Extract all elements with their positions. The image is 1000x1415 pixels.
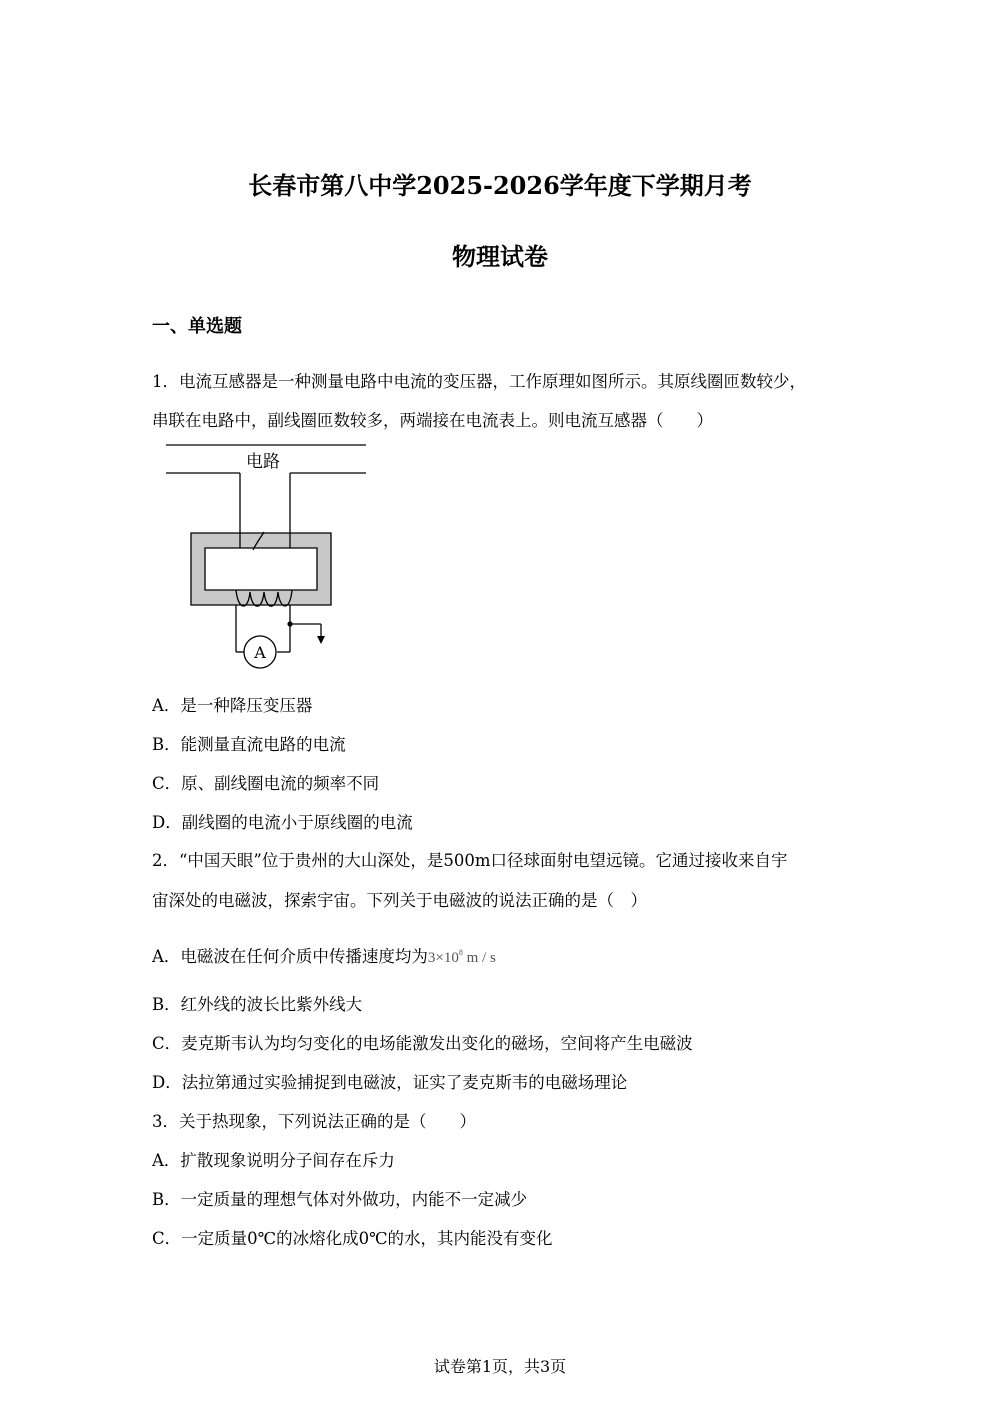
q2-option-d: D．法拉第通过实验捕捉到电磁波，证实了麦克斯韦的电磁场理论 xyxy=(152,1073,628,1092)
q3-option-b: B．一定质量的理想气体对外做功，内能不一定减少 xyxy=(152,1190,528,1209)
q2-option-a-text: A．电磁波在任何介质中传播速度均为 xyxy=(152,947,428,966)
speed-formula: $3\times 10^8$ m / s xyxy=(427,948,496,966)
section-heading: 一、单选题 xyxy=(152,316,242,337)
circuit-label: 电路 xyxy=(246,452,280,472)
q3-stem: 3．关于热现象，下列说法正确的是（ ） xyxy=(152,1112,476,1131)
q2-option-b: B．红外线的波长比紫外线大 xyxy=(152,995,363,1014)
ground-arrow-icon xyxy=(317,636,325,644)
ammeter-label: A xyxy=(254,643,266,662)
q1-option-a: A．是一种降压变压器 xyxy=(152,696,313,715)
transformer-core xyxy=(191,533,331,605)
q1-option-d: D．副线圈的电流小于原线圈的电流 xyxy=(152,813,413,832)
q1-option-b: B．能测量直流电路的电流 xyxy=(152,735,346,754)
q1-stem-line1: 1．电流互感器是一种测量电路中电流的变压器，工作原理如图所示。其原线圈匝数较少， xyxy=(152,372,806,391)
q1-option-c: C．原、副线圈电流的频率不同 xyxy=(152,774,380,793)
q3-option-c: C．一定质量0℃的冰熔化成0℃的水，其内能没有变化 xyxy=(152,1229,553,1248)
q3-option-a: A．扩散现象说明分子间存在斥力 xyxy=(152,1151,395,1170)
q1-stem-line2: 串联在电路中，副线圈匝数较多，两端接在电流表上。则电流互感器（ ） xyxy=(152,411,713,430)
q2-stem-line1: 2．“中国天眼”位于贵州的大山深处，是500m口径球面射电望远镜。它通过接收来自宇 xyxy=(152,851,788,870)
page-footer: 试卷第1页，共3页 xyxy=(433,1357,567,1376)
q2-stem-line2: 宙深处的电磁波，探索宇宙。下列关于电磁波的说法正确的是（ ） xyxy=(152,891,647,910)
exam-subtitle: 物理试卷 xyxy=(452,242,548,271)
q2-option-a xyxy=(152,942,496,969)
q2-option-c: C．麦克斯韦认为均匀变化的电场能激发出变化的磁场，空间将产生电磁波 xyxy=(152,1034,693,1053)
current-transformer-diagram xyxy=(160,440,380,672)
exam-title: 长春市第八中学2025-2026学年度下学期月考 xyxy=(248,171,752,200)
